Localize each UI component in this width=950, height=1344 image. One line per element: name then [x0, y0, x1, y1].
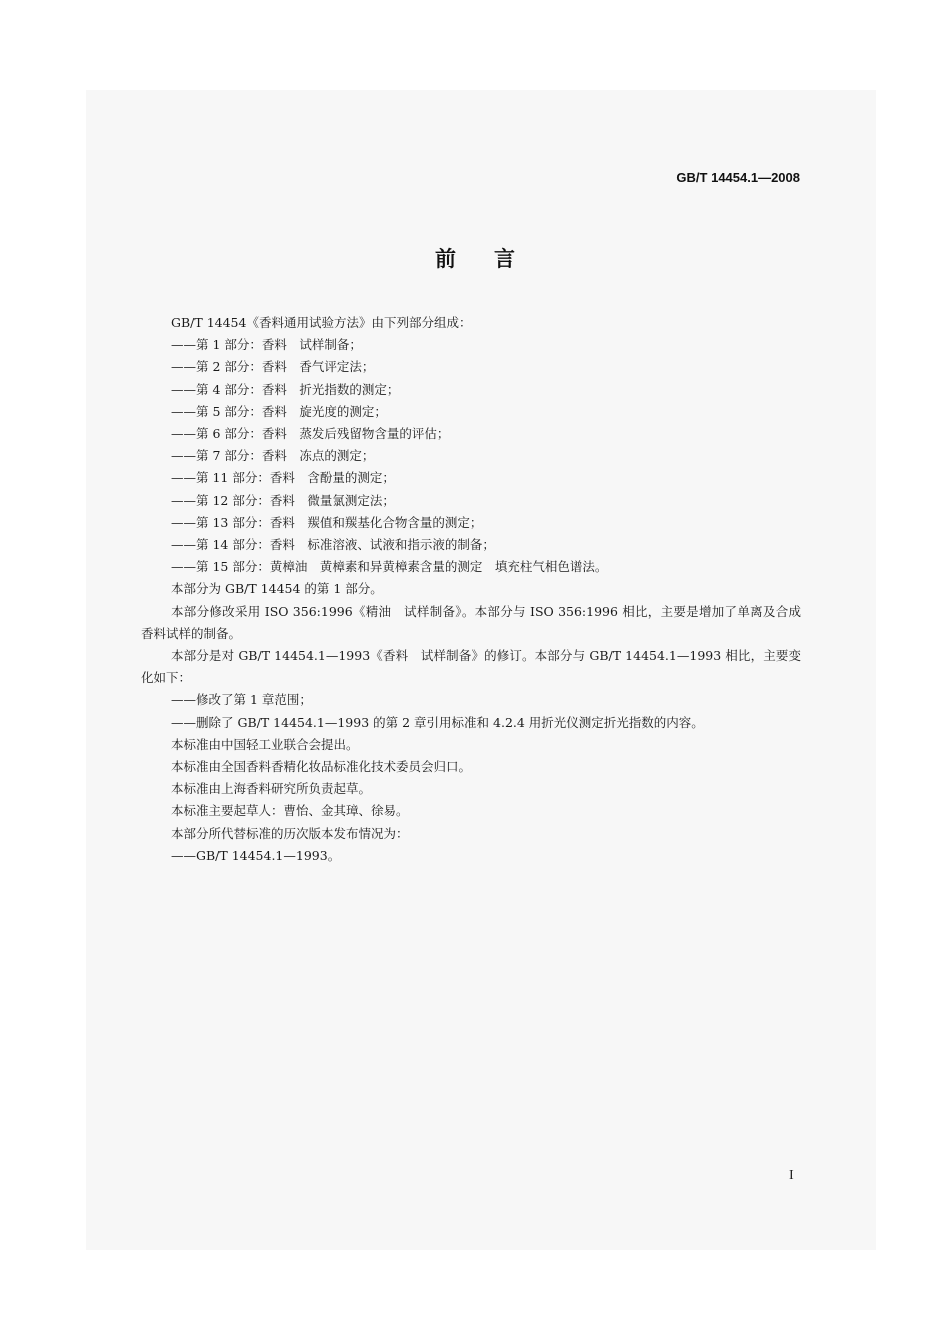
list-item: ——第 15 部分：黄樟油 黄樟素和异黄樟素含量的测定 填充柱气相色谱法。 [171, 559, 608, 575]
paragraph-part: 本部分为 GB/T 14454 的第 1 部分。 [171, 581, 383, 597]
list-item: ——第 5 部分：香料 旋光度的测定； [171, 403, 387, 419]
paragraph-drafted: 本标准由上海香料研究所负责起草。 [171, 781, 372, 797]
paragraph-proposed: 本标准由中国轻工业联合会提出。 [171, 736, 359, 752]
list-item: ——第 4 部分：香料 折光指数的测定； [171, 381, 400, 397]
list-item: ——第 14 部分：香料 标准溶液、试液和指示液的制备； [171, 537, 495, 553]
intro-paragraph: GB/T 14454《香料通用试验方法》由下列部分组成： [171, 315, 472, 330]
history-item: ——GB/T 14454.1—1993。 [171, 847, 341, 863]
list-item: ——第 6 部分：香料 蒸发后残留物含量的评估； [171, 426, 450, 442]
list-item: ——第 11 部分：香料 含酚量的测定； [171, 470, 395, 486]
paragraph-history-intro: 本部分所代替标准的历次版本发布情况为： [171, 825, 409, 841]
list-item: ——第 12 部分：香料 微量氯测定法； [171, 492, 395, 508]
paragraph-iso: 本部分修改采用 ISO 356:1996《精油 试样制备》。本部分与 ISO 356:1996 相比，主要是增加了单离及合成香料试样的制备。 [141, 603, 801, 641]
list-item: ——第 2 部分：香料 香气评定法； [171, 359, 375, 375]
change-item: ——删除了 GB/T 14454.1—1993 的第 2 章引用标准和 4.2.4 用折光仪测定折光指数的内容。 [171, 714, 704, 730]
standard-number: GB/T 14454.1—2008 [676, 170, 800, 185]
paragraph-centralized: 本标准由全国香料香精化妆品标准化技术委员会归口。 [171, 759, 472, 775]
list-item: ——第 13 部分：香料 羰值和羰基化合物含量的测定； [171, 514, 483, 530]
paragraph-drafters: 本标准主要起草人：曹怡、金其璋、徐易。 [171, 803, 409, 819]
paragraph-revision: 本部分是对 GB/T 14454.1—1993《香料 试样制备》的修订。本部分与 GB/T 14454.1—1993 相比，主要变化如下： [141, 648, 802, 686]
page-title: 前言 [435, 247, 553, 271]
list-item: ——第 1 部分：香料 试样制备； [171, 337, 362, 353]
list-item: ——第 7 部分：香料 冻点的测定； [171, 448, 375, 464]
change-item: ——修改了第 1 章范围； [171, 692, 312, 708]
foreword-body [141, 312, 801, 867]
page-number: I [789, 1168, 794, 1183]
